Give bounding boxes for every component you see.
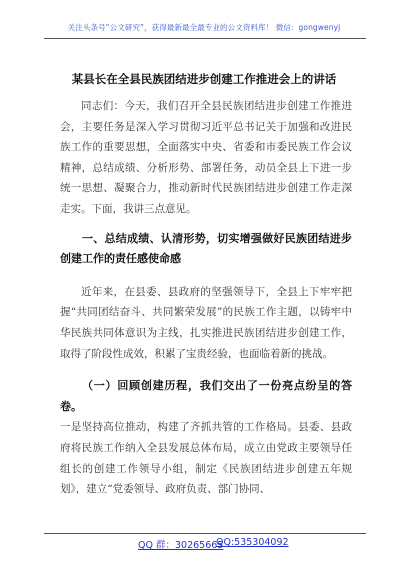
header-rule [44,38,366,39]
footer-rule [44,533,366,534]
document-title: 某县长在全县民族团结进步创建工作推进会上的讲话 [71,72,337,86]
header-banner: 关注头条号“公文研究”，获得最新最全最专业的公文资料库！ 微信：gongwenyj [67,23,341,32]
qq-link[interactable]: QQ:535304092 [216,537,289,548]
section-heading-1: 一、总结成绩、认清形势，切实增强做好民族团结进步创建工作的责任感使命感 [60,231,352,266]
paragraph-opening [60,96,352,220]
opening-text: 今天，我们召开全县民族团结进步创建工作推进会，主要任务是深入学习贯彻习近平总书记关于加强和改进民族工作的重要思想，全面落实中央、省委和市委民族工作会议精神，总结成绩、分析形势、部署任务，动员全县上下进一步统一思想、凝聚合力，推动新时代民族团结进步创建工作走深走实。下面，我讲三点意见。 [60,100,353,215]
document-body [60,96,352,500]
qq-group-link[interactable]: QQ 群：30265665 [138,540,224,551]
greeting: 同志们： [81,100,125,112]
subsection-heading-1: （一）回顾创建历程，我们交出了一份亮点纷呈的答卷。 [60,379,352,413]
paragraph-points: 一是坚持高位推动，构建了齐抓共管的工作格局。县委、县政府将民族工作纳入全县发展总体布局，成立由党政主要领导任组长的创建工作领导小组，制定《民族团结进步创建五年规划》，建立“党委领导、政府负责、部门协同、 [60,421,352,496]
paragraph-review: 近年来，在县委、县政府的坚强领导下，全县上下牢牢把握“共同团结奋斗、共同繁荣发展”的民族工作主题，以铸牢中华民族共同体意识为主线，扎实推进民族团结进步创建工作，取得了阶段性成效，积累了宝贵经验，也面临着新的挑战。 [60,285,352,360]
